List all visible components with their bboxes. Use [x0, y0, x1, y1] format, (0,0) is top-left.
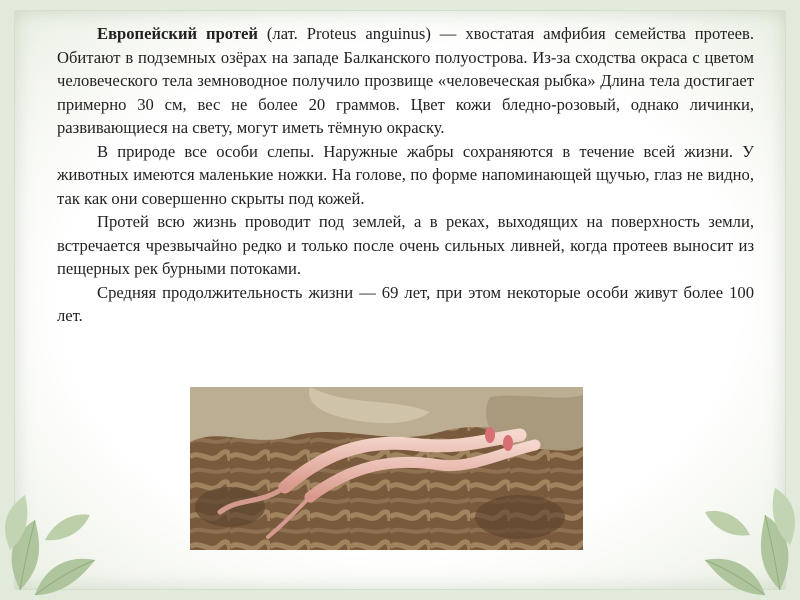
paragraph-1-text: (лат. Proteus anguinus) — хвостатая амфибия семейства протеев. Обитают в подземных озёрах на западе Балканского полуострова. Из-за сходства окраса с цветом человеческого тела земноводное получило прозвище «человеческая рыбка» Длина тела достигает примерно 30 см, вес не более 20 граммов. Цвет кожи бледно-розовый, однако личинки, развивающиеся на свету, могут иметь тёмную окраску. [57, 24, 754, 137]
paragraph-4: Средняя продолжительность жизни — 69 лет, при этом некоторые особи живут более 100 лет. [57, 282, 754, 325]
paragraph-3: Протей всю жизнь проводит под землей, а в реках, выходящих на поверхность земли, встречается чрезвычайно редко и только после очень сильных ливней, когда протеев выносит из пещерных рек бурными потоками. [57, 212, 754, 278]
proteus-photo [190, 387, 583, 550]
paragraph-1 [57, 22, 754, 140]
leaf-decoration-right [690, 430, 800, 600]
proteus-photo-drawing [190, 387, 583, 550]
paragraph-1-bold: Европейский протей [97, 24, 258, 43]
leaf-decoration-left [0, 440, 110, 600]
article-text [57, 22, 754, 328]
paragraph-2: В природе все особи слепы. Наружные жабры сохраняются в течение всей жизни. У животных имеются маленькие ножки. На голове, по форме напоминающей щучью, глаз не видно, так как они совершенно скрыты под кожей. [57, 141, 754, 208]
